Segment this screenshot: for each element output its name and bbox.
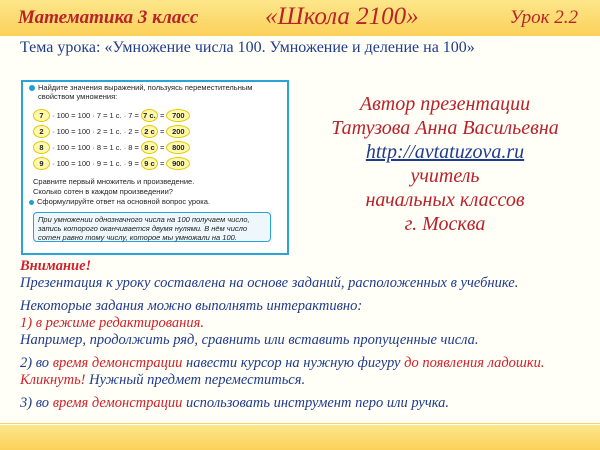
answer-ring[interactable]: 700 xyxy=(166,109,190,122)
notes-line: Например, продолжить ряд, сравнить или вставить пропущенные числа. xyxy=(20,332,479,348)
notes-item-3: 3) во время демонстрации использовать инструмент перо или ручка. xyxy=(20,395,450,411)
lesson-number: Урок 2.2 xyxy=(509,7,578,28)
equation-text: · 100 = 100 · 7 = 1 с. · 7 = xyxy=(52,111,139,120)
textbook-question: Сколько сотен в каждом произведении? xyxy=(33,187,173,196)
author-website-link[interactable]: http://avtatuzova.ru xyxy=(365,141,525,163)
notes-item-2-cont: Кликнуть! Нужный предмет переместиться. xyxy=(20,372,306,388)
notes-item-1: 1) в режиме редактирования. xyxy=(20,315,204,331)
answer-ring[interactable]: 2 с xyxy=(141,125,158,138)
school-program-title: «Школа 2100» xyxy=(265,3,419,30)
author-name: Татузова Анна Васильевна xyxy=(331,117,559,139)
answer-ring[interactable]: 900 xyxy=(166,157,190,170)
textbook-task: Найдите значения выражений, пользуясь переместительным свойством умножения: xyxy=(38,83,253,101)
equation-text: · 100 = 100 · 8 = 1 с. · 8 = xyxy=(52,143,139,152)
author-role: учитель xyxy=(410,165,480,187)
answer-ring[interactable]: 7 с. xyxy=(141,109,158,122)
notes-line: Презентация к уроку составлена на основе заданий, расположенных в учебнике. xyxy=(20,275,519,291)
footer-divider xyxy=(0,423,600,424)
answer-ring[interactable]: 9 xyxy=(33,157,50,170)
equation-row: 8 · 100 = 100 · 8 = 1 с. · 8 = 8 с = 800 xyxy=(33,141,190,154)
author-role-detail: начальных классов xyxy=(365,189,525,211)
textbook-question: Сформулируйте ответ на основной вопрос урока. xyxy=(37,197,210,206)
equation-row: 9 · 100 = 100 · 9 = 1 с. · 9 = 9 с = 900 xyxy=(33,157,190,170)
equation-text: · 100 = 100 · 9 = 1 с. · 9 = xyxy=(52,159,139,168)
notes-block xyxy=(20,258,595,412)
answer-ring[interactable]: 2 xyxy=(33,125,50,138)
answer-ring[interactable]: 9 с xyxy=(141,157,158,170)
equation-row: 2 · 100 = 100 · 2 = 1 с. · 2 = 2 с = 200 xyxy=(33,125,190,138)
answer-ring[interactable]: 7 xyxy=(33,109,50,122)
equation-row: 7 · 100 = 100 · 7 = 1 с. · 7 = 7 с. = 700 xyxy=(33,109,190,122)
author-city: г. Москва xyxy=(404,213,486,235)
answer-ring[interactable]: 200 xyxy=(166,125,190,138)
answer-ring[interactable]: 8 с xyxy=(141,141,158,154)
notes-line: Некоторые задания можно выполнять интерактивно: xyxy=(20,298,363,314)
answer-ring[interactable]: 800 xyxy=(166,141,190,154)
attention-heading: Внимание! xyxy=(20,258,92,274)
header-bar xyxy=(0,0,600,36)
author-block xyxy=(290,92,600,236)
bullet-icon xyxy=(29,85,35,91)
textbook-question: Сравните первый множитель и произведение. xyxy=(33,177,195,186)
author-heading: Автор презентации xyxy=(359,93,531,115)
bullet-icon xyxy=(29,200,34,205)
footer-bar xyxy=(0,425,600,450)
textbook-excerpt xyxy=(21,80,289,255)
rule-box: При умножении однозначного числа на 100 получаем число, запись которого оканчивается двумя нулями. В нём число сотен равно тому числу, которое мы умножали на 100. xyxy=(33,212,271,242)
subject-label: Математика 3 класс xyxy=(18,7,199,28)
lesson-topic: Тема урока: «Умножение числа 100. Умножение и деление на 100» xyxy=(20,39,475,56)
equation-text: · 100 = 100 · 2 = 1 с. · 2 = xyxy=(52,127,139,136)
answer-ring[interactable]: 8 xyxy=(33,141,50,154)
notes-item-2: 2) во время демонстрации навести курсор на нужную фигуру до появления ладошки. xyxy=(20,355,545,371)
